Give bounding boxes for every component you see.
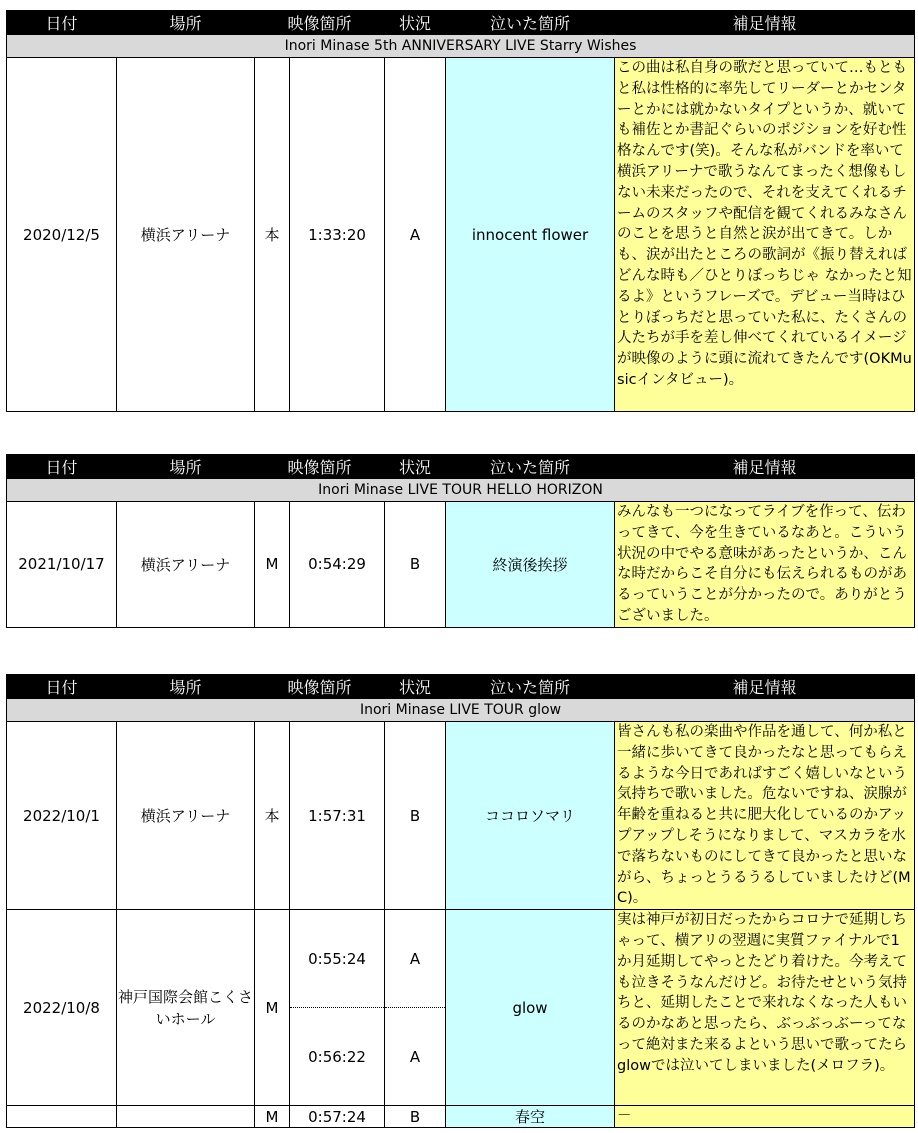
- status-cell: A: [385, 58, 446, 412]
- header-date: 日付: [7, 455, 117, 479]
- date-cell: 2022/10/8: [7, 910, 117, 1106]
- time-cell: 0:56:22: [290, 1008, 385, 1106]
- tour-title: Inori Minase 5th ANNIVERSARY LIVE Starry Wishes: [7, 35, 915, 58]
- header-date: 日付: [7, 11, 117, 35]
- header-row: [7, 11, 915, 35]
- media-cell: 本: [255, 722, 290, 910]
- header-video: 映像箇所: [255, 11, 385, 35]
- place-cell: [117, 910, 255, 1106]
- media-cell: M: [255, 1106, 290, 1128]
- header-place: 場所: [117, 11, 255, 35]
- header-place: 場所: [117, 455, 255, 479]
- date-cell: 2021/10/17: [7, 502, 117, 628]
- place-cell: 横浜アリーナ: [117, 58, 255, 412]
- tour-title: Inori Minase LIVE TOUR glow: [7, 699, 915, 722]
- live-table-2: [6, 454, 915, 628]
- header-cried: 泣いた箇所: [446, 675, 615, 699]
- time-cell: 1:57:31: [290, 722, 385, 910]
- tour-title-row: [7, 35, 915, 58]
- place-cell: 横浜アリーナ: [117, 722, 255, 910]
- cried-cell: innocent flower: [446, 58, 615, 412]
- status-cell: A: [385, 910, 446, 1008]
- header-cried: 泣いた箇所: [446, 455, 615, 479]
- note-cell: 皆さんも私の楽曲や作品を通して、何か私と一緒に歩いてきて良かったなと思ってもらえるような今日であればすごく嬉しいなという気持ちで歌いました。危ないですね、涙腺が年齢を重ねると共に肥大化しているのかアップアップしそうになりまして、マスカラを水で落ちないものにしてきて良かったと思いながら、ちょっとうるうるしていましたけど(MC)。: [615, 722, 915, 910]
- status-cell: B: [385, 1106, 446, 1128]
- header-video: 映像箇所: [255, 455, 385, 479]
- note-cell: この曲は私自身の歌だと思っていて…もともと私は性格的に率先してリーダーとかセンターとかには就かないタイプというか、就いても補佐とか書記ぐらいのポジションを好む性格なんです(笑)。そんな私がバンドを率いて横浜アリーナで歌うなんてまったく想像もしない未来だったので、それを支えてくれるチームのスタッフや配信を観てくれるみなさんのことを思うと自然と涙が出てきて。しかも、涙が出たところの歌詞が《振り替えれば どんな時も／ひとりぼっちじゃ なかったと知るよ》というフレーズで。デビュー当時はひとりぼっちだと思っていた私に、たくさんの人たちが手を差し伸べてくれているイメージが映像のように頭に流れてきたんです(OKMusicインタビュー)。: [615, 58, 915, 412]
- media-cell: 本: [255, 58, 290, 412]
- cried-cell: 春空: [446, 1106, 615, 1128]
- header-status: 状況: [385, 11, 446, 35]
- header-note: 補足情報: [615, 11, 915, 35]
- date-cell: 2020/12/5: [7, 58, 117, 412]
- note-cell: －: [615, 1106, 915, 1128]
- status-cell: B: [385, 722, 446, 910]
- time-cell: 1:33:20: [290, 58, 385, 412]
- table-row: [7, 722, 915, 910]
- place-cell: 横浜アリーナ: [117, 502, 255, 628]
- status-cell: A: [385, 1008, 446, 1106]
- header-note: 補足情報: [615, 675, 915, 699]
- table-row: [7, 1106, 915, 1128]
- tour-title-row: [7, 699, 915, 722]
- status-cell: B: [385, 502, 446, 628]
- media-cell: M: [255, 910, 290, 1106]
- time-cell: 0:54:29: [290, 502, 385, 628]
- table-row: [7, 910, 915, 1008]
- note-cell: みんなも一つになってライブを作って、伝わってきて、今を生きているなあと。こういう状況の中でやる意味があったというか、こんな時だからこそ自分にも伝えられるものがあるっていうことが分かったので。ありがとうございました。: [615, 502, 915, 628]
- header-place: 場所: [117, 675, 255, 699]
- time-cell: 0:55:24: [290, 910, 385, 1008]
- place-cell: [117, 1106, 255, 1128]
- note-cell: 実は神戸が初日だったからコロナで延期しちゃって、横アリの翌週に実質ファイナルで1か月延期してやっとたどり着けた。今考えても泣きそうなんだけど。お待たせという気持ちと、延期したことで来れなくなった人もいるのかなあと思ったら、ぶっぶっぶーってなって絶対また来るよという思いで歌ってたらglowでは泣いてしまいました(メロフラ)。: [615, 910, 915, 1106]
- cried-cell: 終演後挨拶: [446, 502, 615, 628]
- header-status: 状況: [385, 455, 446, 479]
- header-status: 状況: [385, 675, 446, 699]
- header-row: [7, 455, 915, 479]
- header-video: 映像箇所: [255, 675, 385, 699]
- date-cell: [7, 1106, 117, 1128]
- live-table-1: [6, 10, 915, 412]
- header-date: 日付: [7, 675, 117, 699]
- table-row: [7, 58, 915, 412]
- header-note: 補足情報: [615, 455, 915, 479]
- cried-cell: glow: [446, 910, 615, 1106]
- tour-title-row: [7, 479, 915, 502]
- header-cried: 泣いた箇所: [446, 11, 615, 35]
- table-row: [7, 502, 915, 628]
- media-cell: M: [255, 502, 290, 628]
- place-text: 神戸国際会館こくさいホール: [117, 987, 253, 1028]
- date-cell: 2022/10/1: [7, 722, 117, 910]
- live-table-3: [6, 674, 915, 1128]
- time-cell: 0:57:24: [290, 1106, 385, 1128]
- cried-cell: ココロソマリ: [446, 722, 615, 910]
- tour-title: Inori Minase LIVE TOUR HELLO HORIZON: [7, 479, 915, 502]
- header-row: [7, 675, 915, 699]
